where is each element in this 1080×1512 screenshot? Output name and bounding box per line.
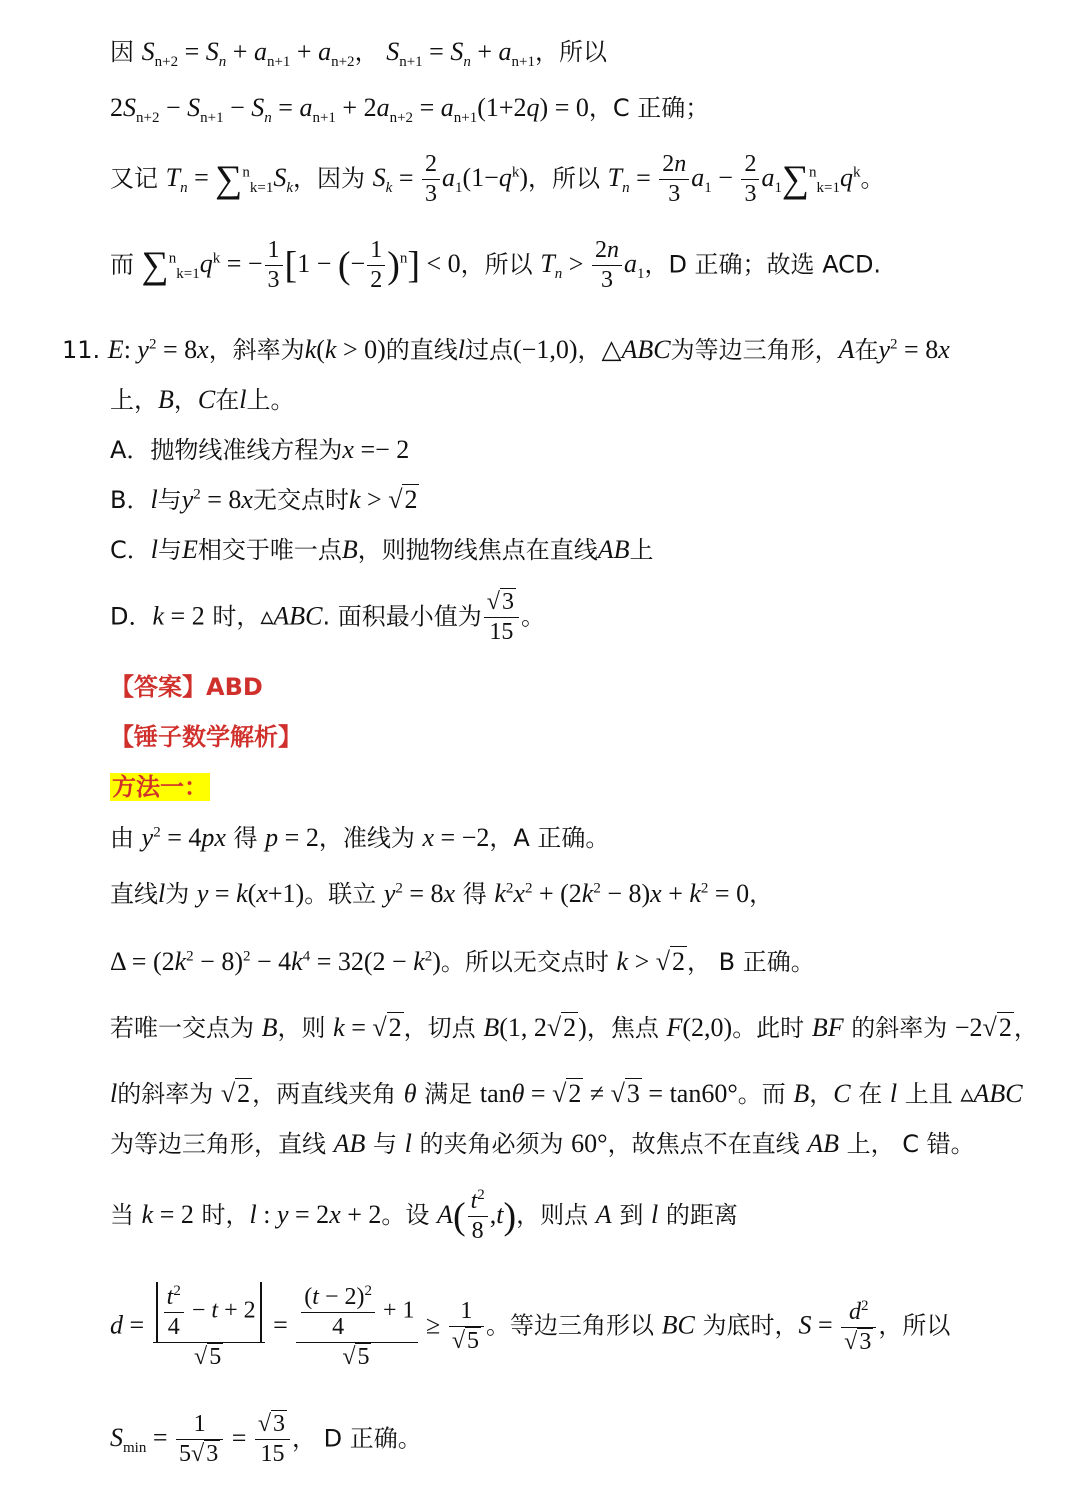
q11-stem-line-2: 上，B，C在l上。 <box>110 385 295 414</box>
sol-line-2: 直线l为 y = k(x+1)。联立 $y^2 = 8x$ 得 $k^2x^2 + (2k^2 - 8)x + k^2 = 0$， <box>110 879 774 908</box>
option-a: A．抛物线准线方程为x =− 2 <box>110 435 410 464</box>
prev-line-3: 又记 $T_n = \sum^n_{k=1}S_k$，因为 $S_k$ = $\frac{2}{3}$ $a_1(1-q^k)$，所以 $T_n$ = $\frac{2n}{3}$ $a_1$ − $\frac{2}{3}$ $a_1\sum^n_{k=1}q^k$。 <box>110 151 885 207</box>
sol-line-1: 由 $y^2 = 4px$ 得 p = 2，准线为 x = −2，A 正确。 <box>110 823 610 852</box>
option-b: B．l与$y^2 = 8x$无交点时k > √2 <box>110 485 418 514</box>
analysis-title: 【锤子数学解析】 <box>110 723 302 751</box>
sol-line-8: d = $\frac{t^2}{4}$ − t + 2 √5 = $\frac{(t - 2)^2}{4}$ + 1 √5 ≥ $\frac{1}{√5}$ 。等边三角形以 BC 为底时，S = $\frac{d^2}{√3}$ ，所以 <box>110 1283 951 1370</box>
prev-line-4: 而 $\sum^n_{k=1}q^k$ = − $\frac{1}{3}$ [1 − (− $\frac{1}{2}$ )$^n$] < 0，所以 $T_n$ > $\frac{2n}{3}$ $a_1$，D 正确；故选 ACD. <box>110 237 882 293</box>
answer-label: 【答案】ABD <box>110 673 263 701</box>
sol-line-7: 当 k = 2 时，l : y = 2x + 2。设 A( $\frac{t^2}{8}$ ,t)，则点 A 到 l 的距离 <box>110 1187 738 1244</box>
sol-line-9: $S_{min}$ = $\frac{1}{5√3}$ = $\frac{√3}{15}$ ， D 正确。 <box>110 1411 422 1467</box>
sol-line-4: 若唯一交点为 B，则 k = √2，切点 B(1, 2√2)，焦点 F(2,0)。此时 BF 的斜率为 −2√2， <box>110 1013 1038 1042</box>
option-c: C．l与E相交于唯一点B，则抛物线焦点在直线AB上 <box>110 535 654 564</box>
q11-stem-line-1: 11. E: $y^2 = 8x$，斜率为k(k > 0)的直线l过点(−1,0)，△ABC为等边三角形，A在$y^2 = 8x$ <box>62 335 950 364</box>
prev-line-1: 因 $S_{n+2} = S_n + a_{n+1} + a_{n+2}$， $S_{n+1} = S_n + a_{n+1}$，所以 <box>110 37 607 71</box>
method-one: 方法一： <box>112 773 208 801</box>
sol-line-6: 为等边三角形，直线 AB 与 l 的夹角必须为 60°，故焦点不在直线 AB 上， C 错。 <box>110 1129 975 1158</box>
sol-line-3: $\Delta = (2k^2 - 8)^2 - 4k^4 = 32(2 - k^2)$。所以无交点时 k > √2， B 正确。 <box>110 947 815 976</box>
option-d: D．k = 2 时，▵ABC. 面积最小值为 $\frac{√3}{15}$ 。 <box>110 589 545 645</box>
prev-line-2: $2S_{n+2} - S_{n+1} - S_n = a_{n+1} + 2a_{n+2} = a_{n+1}(1+2q) = 0$，C 正确； <box>110 93 710 127</box>
sol-line-5: l的斜率为 √2，两直线夹角 θ 满足 tanθ = √2 ≠ √3 = tan60°。而 B，C 在 l 上且 ▵ABC <box>110 1079 1023 1108</box>
